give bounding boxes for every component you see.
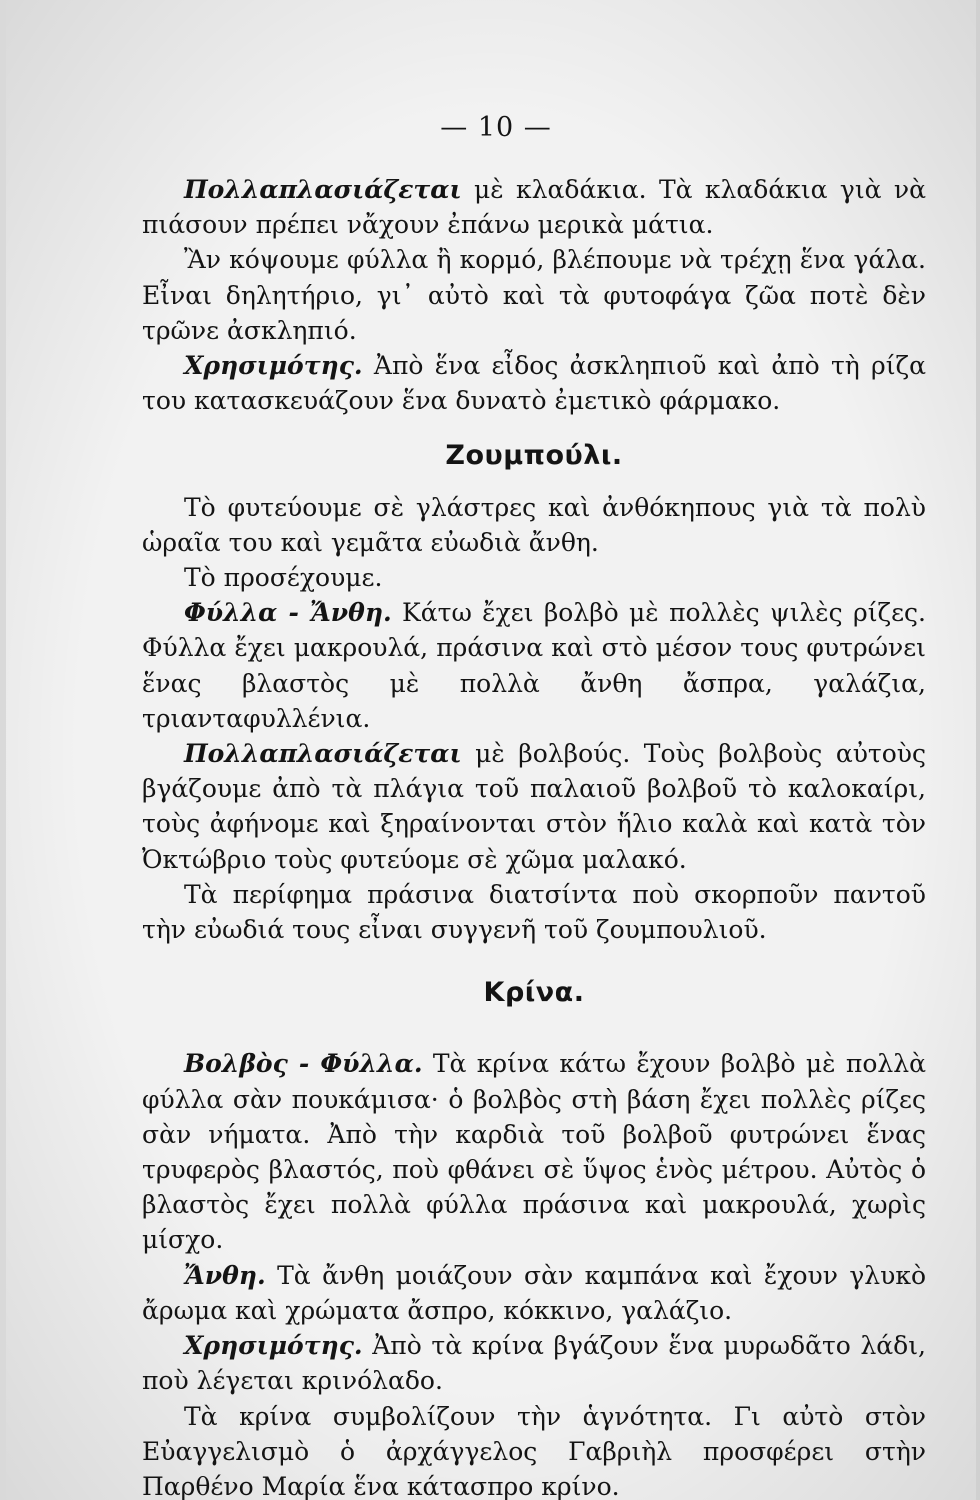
paragraph-text: Ἂν κόψουμε φύλλα ἢ κορμό, βλέπουμε νὰ τρέχῃ ἕνα γάλα. Εἶναι δηλητήριο, γι᾽ αὐτὸ καὶ τὰ φυτοφάγα ζῶα ποτὲ δὲν τρῶνε ἀσκληπιό.	[142, 245, 926, 345]
paragraph-lead: Πολλαπλασιάζεται	[184, 175, 462, 204]
paragraph-bulbs	[142, 736, 926, 877]
paragraph-text: μὲ βολβούς. Τοὺς βολβοὺς αὐτοὺς βγάζουμε ἀπὸ τὰ πλάγια τοῦ παλαιοῦ βολβοῦ τὸ καλοκαίρι, τοὺς ἀφήνομε καὶ ξηραίνονται στὸν ἥλιο καλὰ καὶ κατὰ τὸν Ὀκτώβριο τοὺς φυτεύομε σὲ χῶμα μαλακό.	[142, 739, 926, 874]
paragraph-bulb-leaves	[142, 1046, 926, 1257]
paragraph-text: Τὰ περίφημα πράσινα διατσίντα ποὺ σκορποῦν παντοῦ τὴν εὐωδιά τους εἶναι συγγενῆ τοῦ ζουμπουλιοῦ.	[142, 879, 926, 945]
paragraph-lead: Βολβὸς - Φύλλα.	[184, 1049, 423, 1079]
paragraph-lead: Χρησιμότης.	[184, 351, 363, 381]
paragraph-relatives	[142, 877, 926, 947]
page-number: — 10 —	[440, 112, 552, 143]
paragraph-text: Ἀπὸ τὰ κρίνα βγάζουν ἕνα μυρωδᾶτο λάδι, ποὺ λέγεται κρινόλαδο.	[142, 1331, 926, 1396]
paragraph-text: Τὰ κρίνα κάτω ἔχουν βολβὸ μὲ πολλὰ φύλλα σὰν πουκάμισα· ὁ βολβὸς στὴ βάση ἔχει πολλὲς ρίζες σὰν νήματα. Ἀπὸ τὴν καρδιὰ τοῦ βολβοῦ φυτρώνει ἕνας τρυφερὸς βλαστός, ποὺ φθάνει σὲ ὕψος ἑνὸς μέτρου. Αὐτὸς ὁ βλαστὸς ἔχει πολλὰ φύλλα πράσινα καὶ μακρουλά, χωρὶς μίσχο.	[142, 1049, 926, 1255]
paragraph-lead: Φύλλα - Ἄνθη.	[184, 598, 392, 628]
paragraph-text: Κάτω ἔχει βολβὸ μὲ πολλὲς ψιλὲς ρίζες. Φύλλα ἔχει μακρουλά, πράσινα καὶ στὸ μέσον τους φυτρώνει ἕνας βλαστὸς μὲ πολλὰ ἄνθη ἄσπρα, γαλάζια, τριανταφυλλένια.	[142, 598, 926, 733]
paragraph-care	[142, 560, 926, 595]
paragraph-flowers	[142, 1258, 926, 1328]
paragraph-text: Τὰ κρίνα συμβολίζουν τὴν ἁγνότητα. Γι αὐτὸ στὸν Εὐαγγελισμὸ ὁ ἀρχάγγελος Γαβριὴλ προσφέρει στὴν Παρθένο Μαρία ἕνα κάτασπρο κρίνο.	[142, 1401, 926, 1500]
paragraph-text: Τὸ προσέχουμε.	[184, 563, 383, 593]
paragraph-text: Τὰ ἄνθη μοιάζουν σὰν καμπάνα καὶ ἔχουν γλυκὸ ἄρωμα καὶ χρώματα ἄσπρο, κόκκινο, γαλάζιο.	[142, 1260, 926, 1325]
paragraph-propagation	[142, 172, 926, 242]
paragraph-milk	[142, 242, 926, 348]
paragraph-leaves-flowers	[142, 595, 926, 736]
page-body	[142, 172, 926, 1500]
paragraph-planting	[142, 490, 926, 560]
paragraph-text: μὲ κλαδάκια. Τὰ κλαδάκια γιὰ νὰ πιάσουν πρέπει νἄχουν ἐπάνω μερικὰ μάτια.	[142, 175, 926, 240]
paragraph-text: Ἀπὸ ἕνα εἶδος ἀσκληπιοῦ καὶ ἀπὸ τὴ ρίζα του κατασκευάζουν ἕνα δυνατὸ ἐμετικὸ φάρμακο.	[142, 351, 926, 416]
paragraph-lead: Χρησιμότης.	[184, 1331, 363, 1361]
paragraph-usefulness	[142, 348, 926, 418]
paragraph-text: Τὸ φυτεύουμε σὲ γλάστρες καὶ ἀνθόκηπους γιὰ τὰ πολὺ ὡραῖα του καὶ γεμᾶτα εὐωδιὰ ἄνθη.	[142, 492, 926, 557]
paragraph-lead: Πολλαπλασιάζεται	[184, 739, 462, 769]
section-heading-hyacinth: Ζουμπούλι.	[445, 440, 623, 472]
paragraph-lead: Ἄνθη.	[184, 1260, 266, 1290]
section-heading-lilies: Κρίνα.	[483, 977, 585, 1009]
paragraph-symbolism	[142, 1399, 926, 1500]
paragraph-lily-usefulness	[142, 1328, 926, 1398]
